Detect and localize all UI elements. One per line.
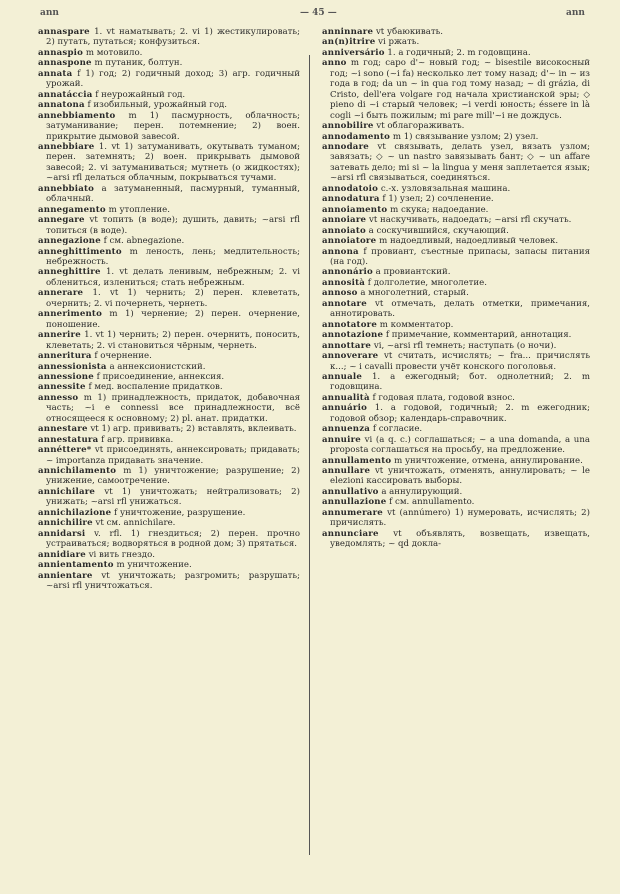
headword: annuire xyxy=(322,434,361,445)
definition: vt убаюкивать. xyxy=(375,27,444,37)
headword: annuário xyxy=(322,403,368,414)
headword: annullativo xyxy=(322,486,379,497)
dictionary-entry xyxy=(322,341,590,351)
dictionary-entry xyxy=(322,351,590,372)
dictionary-entry xyxy=(322,194,590,204)
definition: с.-х. узловязальная машина. xyxy=(380,183,511,194)
dictionary-entry xyxy=(322,456,590,466)
dictionary-entry xyxy=(322,37,590,47)
definition: vt объявлять, возвещать, извещать, уведомлять; ~ qd докла- xyxy=(330,528,590,550)
headword: annonário xyxy=(322,267,373,278)
definition: vt наскучивать, надоедать; ~arsi rfl скучать. xyxy=(368,215,572,226)
dictionary-entry xyxy=(322,435,590,456)
definition: m надоедливый, надоедливый человек. xyxy=(379,236,559,247)
dictionary-entry xyxy=(322,247,590,268)
definition: 1. vt 1) затуманивать, окутывать туманом; перен. затемнять; 2) воен. прикрывать дымовой завесой; 2. vi затуманиваться; мутнеть (о жидкостях); ~arsi rfl делаться облачным, покрываться тучами. xyxy=(46,141,300,184)
headword: annotare xyxy=(322,298,367,309)
dictionary-entry xyxy=(322,320,590,330)
dictionary-entry xyxy=(322,466,590,487)
definition: vt (annúmero) 1) нумеровать, исчислять; 2) причислять. xyxy=(330,507,591,529)
dictionary-entry xyxy=(322,48,590,58)
dictionary-entry xyxy=(322,184,590,194)
dictionary-entry xyxy=(38,205,300,215)
dictionary-entry xyxy=(38,424,300,434)
dictionary-entry xyxy=(38,466,300,487)
dictionary-entry xyxy=(322,372,590,393)
dictionary-entry xyxy=(38,330,300,351)
dictionary-entry xyxy=(322,497,590,507)
dictionary-entry xyxy=(38,236,300,246)
dictionary-entry xyxy=(322,142,590,184)
definition: m год; capo d'~ новый год; ~ bisestile високосный год; ~i sono (~i fa) несколько лет тому назад; d'~ in ~ из года в год; da un ~ in qua год тому назад; ~ di grázia, di Cristo, dell'era volgare год начала христианской эры; ◇ pieno di ~i старый человек; ~i verdi юность; éssere in là cogli ~i быть пожилым; mi pare mill'~i не дождусь. xyxy=(330,58,590,121)
definition: vi вить гнездо. xyxy=(88,549,155,560)
dictionary-entry xyxy=(38,267,300,288)
headword: annodamento xyxy=(322,131,391,142)
dictionary-entry xyxy=(322,236,590,246)
headword: annessione xyxy=(38,371,94,382)
dictionary-entry xyxy=(38,184,300,205)
dictionary-entry xyxy=(322,132,590,142)
dictionary-entry xyxy=(322,215,590,225)
dictionary-entry xyxy=(38,487,300,508)
headword: annesso xyxy=(38,392,79,403)
definition: m уничтожение, отмена, аннулирование. xyxy=(394,455,583,466)
dictionary-entry xyxy=(38,142,300,184)
dictionary-entry xyxy=(38,529,300,550)
dictionary-entry xyxy=(38,362,300,372)
headword: annunciare xyxy=(322,528,379,539)
dictionary-entry xyxy=(38,27,300,48)
headword: annodare xyxy=(322,141,369,152)
running-head-left: ann xyxy=(40,8,59,18)
definition: a соскучившийся, скучающий. xyxy=(368,225,509,236)
definition: a аннулирующий. xyxy=(381,486,463,497)
headword: annestatura xyxy=(38,434,99,445)
definition: vt 1) агр. прививать; 2) вставлять, вклеивать. xyxy=(90,424,297,435)
definition: m комментатор. xyxy=(379,319,454,330)
headword: annidarsi xyxy=(38,528,86,539)
definition: 1. vt 1) чернить; 2) перен. очернить, поносить, клеветать; 2. vi становиться чёрным, чернеть. xyxy=(46,330,300,351)
headword: annebbiato xyxy=(38,183,95,194)
headword: anno xyxy=(322,58,347,69)
dictionary-entry xyxy=(38,351,300,361)
headword: annoverare xyxy=(322,351,379,362)
definition: f изобильный, урожайный год. xyxy=(87,100,228,111)
dictionary-entry xyxy=(38,100,300,110)
left-column xyxy=(38,27,300,591)
definition: m 1) пасмурность, облачность; затуманивание; перен. потемнение; 2) воен. прикрытие дымовой завесой. xyxy=(46,110,301,142)
headword: annotazione xyxy=(322,330,384,341)
headword: annaspio xyxy=(38,47,84,58)
dictionary-entry xyxy=(38,560,300,570)
column-divider xyxy=(309,55,310,855)
definition: vt 1) уничтожать; нейтрализовать; 2) унижать; ~arsi rfl унижаться. xyxy=(46,486,300,508)
headword: annientamento xyxy=(38,560,114,571)
definition: 1. vt наматывать; 2. vi 1) жестикулировать; 2) путать, путаться; конфузиться. xyxy=(46,27,300,48)
headword: annegazione xyxy=(38,236,101,247)
headword: annaspare xyxy=(38,27,90,37)
dictionary-entry xyxy=(322,487,590,497)
headword: annatona xyxy=(38,100,85,111)
dictionary-entry xyxy=(322,27,590,37)
definition: vt уничтожать, отменять, аннулировать; ~ le elezioni кассировать выборы. xyxy=(330,466,590,487)
definition: f неурожайный год. xyxy=(95,89,186,100)
headword: annata xyxy=(38,68,73,79)
dictionary-entry xyxy=(38,247,300,268)
dictionary-entry xyxy=(38,58,300,68)
definition: vt см. annichilare. xyxy=(95,518,176,529)
headword: annestare xyxy=(38,424,88,435)
headword: anninnare xyxy=(322,27,374,37)
headword: annodatura xyxy=(322,194,380,205)
definition: vt присоединять, аннексировать; придавать; ~ importanza придавать значение. xyxy=(46,445,300,466)
definition: vi ржать. xyxy=(378,37,420,48)
dictionary-entry xyxy=(38,435,300,445)
dictionary-entry xyxy=(38,550,300,560)
headword: annullazione xyxy=(322,497,387,508)
dictionary-entry xyxy=(322,288,590,298)
definition: m 1) принадлежность, придаток, добавочная часть; ~i e connessi все принадлежности, всё относящееся к основному; 2) pl. анат. придатки. xyxy=(46,392,301,424)
definition: a аннексионистский. xyxy=(109,361,206,372)
running-head-right: ann xyxy=(566,8,585,18)
definition: vt уничтожать; разгромить; разрушать; ~arsi rfl уничтожаться. xyxy=(46,570,300,592)
definition: m мотовило. xyxy=(85,47,143,58)
headword: annatáccia xyxy=(38,89,93,100)
definition: vt облагораживать. xyxy=(376,121,465,132)
definition: 1. a годичный; 2. m годовщина. xyxy=(387,47,531,58)
headword: annichilare xyxy=(38,486,96,497)
dictionary-entry xyxy=(38,445,300,466)
definition: f 1) узел; 2) сочленение. xyxy=(382,194,494,205)
dictionary-entry xyxy=(38,518,300,528)
headword: annottare xyxy=(322,340,372,351)
headword: annerire xyxy=(38,330,81,341)
dictionary-entry xyxy=(38,90,300,100)
dictionary-entry xyxy=(322,424,590,434)
headword: annerare xyxy=(38,288,84,299)
headword: annerimento xyxy=(38,309,103,320)
definition: f 1) год; 2) годичный доход; 3) агр. годичный урожай. xyxy=(46,68,300,90)
dictionary-entry xyxy=(38,288,300,309)
headword: annoiare xyxy=(322,215,367,226)
definition: 1. a годовой, годичный; 2. m ежегодник; годовой обзор; календарь-справочник. xyxy=(330,403,590,424)
right-column xyxy=(322,27,590,550)
headword: annullamento xyxy=(322,455,392,466)
definition: vi, ~arsi rfl темнеть; наступать (о ночи). xyxy=(373,340,557,351)
headword: annessionista xyxy=(38,361,107,372)
definition: vt отмечать, делать отметки, примечания, аннотировать. xyxy=(330,298,590,320)
headword: annebbiare xyxy=(38,141,95,152)
headword: an(n)itrire xyxy=(322,37,376,48)
dictionary-entry xyxy=(38,372,300,382)
dictionary-entry xyxy=(38,111,300,142)
definition: f годовая плата, годовой взнос. xyxy=(372,392,515,403)
definition: vt связывать, делать узел, вязать узлом; завязать; ◇ ~ un nastro завязывать бант; ◇ ~ un affare затевать дело; mi si ~ la lingua у меня заплетается язык; ~arsi rfl связываться, соединяться. xyxy=(330,141,590,184)
headword: annidiare xyxy=(38,549,86,560)
dictionary-entry xyxy=(322,299,590,320)
dictionary-entry xyxy=(38,69,300,90)
dictionary-entry xyxy=(38,215,300,236)
dictionary-entry xyxy=(322,529,590,550)
definition: vi (a q. c.) соглашаться; ~ a una domanda, a una proposta соглашаться на просьбу, на предложение. xyxy=(330,434,590,456)
definition: f см. abnegazione. xyxy=(103,236,185,247)
headword: annumerare xyxy=(322,507,383,518)
dictionary-entry xyxy=(322,508,590,529)
dictionary-entry xyxy=(322,330,590,340)
headword: anniversário xyxy=(322,47,385,58)
dictionary-entry xyxy=(38,309,300,330)
headword: annéttere* xyxy=(38,445,92,456)
definition: f очернение. xyxy=(94,351,152,362)
headword: annoiatore xyxy=(322,236,377,247)
definition: a многолетний, старый. xyxy=(360,288,469,299)
definition: f провиант, съестные припасы, запасы питания (на год). xyxy=(330,246,590,267)
headword: annotatore xyxy=(322,319,378,330)
definition: 1. a ежегодный; бот. однолетний; 2. m годовщина. xyxy=(330,371,590,393)
page-number: — 45 — xyxy=(300,8,337,18)
headword: annichilire xyxy=(38,518,93,529)
definition: vt топить (в воде); душить, давить; ~arsi rfl топиться (в воде). xyxy=(46,215,300,236)
dictionary-entry xyxy=(322,226,590,236)
dictionary-entry xyxy=(322,393,590,403)
headword: anneritura xyxy=(38,351,92,362)
headword: annona xyxy=(322,246,359,257)
definition: m уничтожение. xyxy=(116,560,192,571)
headword: annoiato xyxy=(322,225,366,236)
headword: annientare xyxy=(38,570,93,581)
headword: anneghittire xyxy=(38,267,101,278)
definition: f см. annullamento. xyxy=(389,497,475,508)
dictionary-entry xyxy=(38,48,300,58)
definition: m 1) чернение; 2) перен. очернение, поношение. xyxy=(46,309,300,330)
headword: annodatoio xyxy=(322,183,379,194)
headword: annosità xyxy=(322,277,366,288)
headword: annuale xyxy=(322,371,363,382)
headword: annessite xyxy=(38,382,86,393)
definition: m путаник, болтун. xyxy=(94,58,183,69)
definition: m леность, лень; медлительность; небрежность. xyxy=(46,246,301,267)
headword: anneghittimento xyxy=(38,246,122,257)
dictionary-entry xyxy=(322,278,590,288)
headword: annichilamento xyxy=(38,466,117,477)
dictionary-entry xyxy=(322,403,590,424)
headword: annobilire xyxy=(322,121,374,132)
headword: annuenza xyxy=(322,424,371,435)
headword: annichilazione xyxy=(38,507,112,518)
definition: m утопление. xyxy=(108,204,170,215)
headword: annoso xyxy=(322,288,358,299)
dictionary-entry xyxy=(322,121,590,131)
dictionary-entry xyxy=(322,58,590,121)
dictionary-entry xyxy=(322,267,590,277)
definition: m 1) уничтожение; разрушение; 2) унижение, самоотречение. xyxy=(46,466,300,487)
dictionary-entry xyxy=(322,205,590,215)
dictionary-entry xyxy=(38,508,300,518)
headword: annegamento xyxy=(38,204,106,215)
headword: annullare xyxy=(322,466,371,477)
definition: f долголетие, многолетие. xyxy=(367,277,487,288)
definition: f мед. воспаление придатков. xyxy=(88,382,223,393)
definition: f примечание, комментарий, аннотация. xyxy=(385,330,572,341)
headword: annegare xyxy=(38,215,85,226)
definition: f агр. прививка. xyxy=(101,434,174,445)
definition: m скука; надоедание. xyxy=(390,204,489,215)
definition: f согласие. xyxy=(372,424,423,435)
definition: 1. vt делать ленивым, небрежным; 2. vi облениться, излениться; стать небрежным. xyxy=(46,267,300,288)
headword: annualità xyxy=(322,392,370,403)
definition: vt считать, исчислять; ~ fra... причислять к...; ~ i cavalli провести учёт конского поголовья. xyxy=(330,351,590,372)
definition: a провиантский. xyxy=(375,267,451,278)
headword: annebbiamento xyxy=(38,110,116,121)
definition: a затуманенный, пасмурный, туманный, облачный. xyxy=(46,183,301,205)
dictionary-entry xyxy=(38,393,300,424)
definition: f уничтожение, разрушение. xyxy=(114,507,246,518)
headword: annaspone xyxy=(38,58,92,69)
headword: annoiamento xyxy=(322,204,388,215)
definition: 1. vt 1) чернить; 2) перен. клеветать, очернить; 2. vi почернеть, чернеть. xyxy=(46,288,300,309)
definition: f присоединение, аннексия. xyxy=(96,371,225,382)
definition: v. rfl. 1) гнездиться; 2) перен. прочно устраиваться; водворяться в родной дом; 3) прятаться. xyxy=(46,528,300,550)
dictionary-entry xyxy=(38,571,300,592)
dictionary-entry xyxy=(38,382,300,392)
definition: m 1) связывание узлом; 2) узел. xyxy=(392,131,539,142)
